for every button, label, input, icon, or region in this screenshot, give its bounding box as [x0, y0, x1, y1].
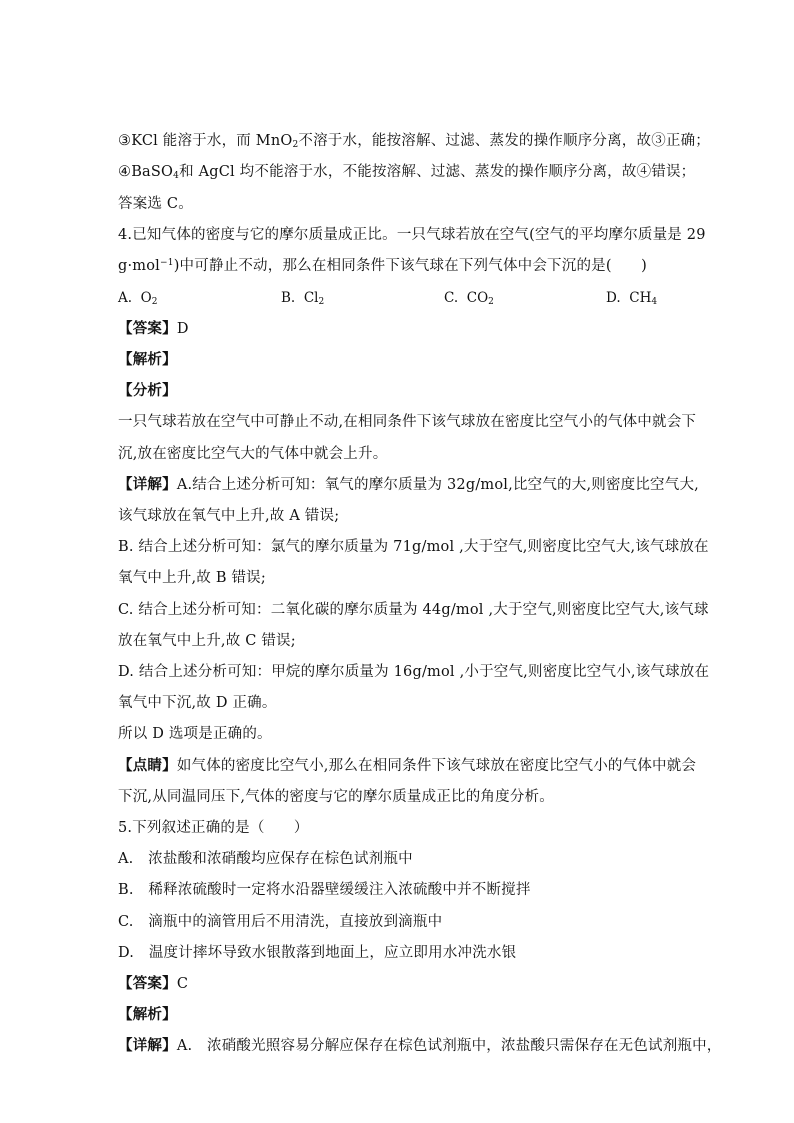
q4-dianjing-tag: 【点睛】	[118, 757, 177, 774]
q4-fenxi-tag: 【分析】	[118, 382, 177, 399]
q4-jiexi	[118, 350, 678, 370]
q4-conclusion: 所以 D 选项是正确的。	[118, 726, 272, 742]
q4-stem-superscript: −1	[160, 258, 174, 268]
q4-detail-b-line-2: 氧气中上升,故 B 错误;	[118, 570, 266, 586]
q4-dianjing-line-1	[118, 756, 697, 776]
q4-option-a-letter: A.	[118, 290, 133, 306]
q4-detail-tag: 【详解】	[118, 476, 177, 493]
q5-answer	[118, 974, 678, 994]
q4-detail-d-line-1: D. 结合上述分析可知：甲烷的摩尔质量为 16g/mol ,小于空气,则密度比空气小,该气球放在	[118, 664, 710, 680]
q5-detail-line-1	[118, 1036, 722, 1056]
q4-option-d-letter: D.	[606, 290, 621, 306]
q5-detail-text: A. 浓硝酸光照容易分解应保存在棕色试剂瓶中，浓盐酸只需保存在无色试剂瓶中，	[176, 1038, 722, 1054]
q4-detail-d-line-2: 氧气中下沉,故 D 正确。	[118, 695, 277, 711]
q4-option-d	[606, 288, 657, 308]
q4-option-d-formula: CH	[629, 290, 652, 306]
q4-detail-a-text: A.结合上述分析可知：氧气的摩尔质量为 32g/mol,比空气的大,则密度比空气大,	[176, 477, 699, 493]
q5-option-c: C. 滴瓶中的滴管用后不用清洗，直接放到滴瓶中	[118, 914, 443, 930]
q4-option-c-letter: C.	[444, 290, 459, 306]
q4-option-c-subscript: 2	[488, 297, 494, 307]
prev-line-1-subscript: 2	[292, 140, 299, 150]
q4-stem-line-2	[118, 256, 678, 276]
q4-option-a-formula: O	[140, 290, 152, 306]
q4-option-b-subscript: 2	[318, 297, 325, 307]
q4-option-b-letter: B.	[281, 290, 296, 306]
q4-fenxi	[118, 381, 678, 401]
q5-option-d: D. 温度计摔坏导致水银散落到地面上，应立即用水冲洗水银	[118, 945, 517, 961]
q4-detail-c-line-2: 放在氧气中上升,故 C 错误;	[118, 633, 296, 649]
prev-line-2	[118, 162, 696, 182]
q4-jiexi-tag: 【解析】	[118, 351, 177, 368]
q4-detail-b-line-1: B. 结合上述分析可知：氯气的摩尔质量为 71g/mol ,大于空气,则密度比空气大,该气球放在	[118, 539, 709, 555]
q5-jiexi-tag: 【解析】	[118, 1006, 177, 1023]
prev-line-1-part-b: 不溶于水，能按溶解、过滤、蒸发的操作顺序分离，故③正确；	[298, 133, 711, 149]
q4-detail-a-line-1	[118, 475, 699, 495]
q5-answer-tag: 【答案】	[118, 975, 177, 992]
q4-answer	[118, 319, 678, 339]
q4-dianjing-line-2: 下沉,从同温同压下,气体的密度与它的摩尔质量成正比的角度分析。	[118, 789, 554, 805]
prev-line-2-part-b: 和 AgCl 均不能溶于水，不能按溶解、过滤、蒸发的操作顺序分离，故④错误；	[179, 164, 696, 180]
q4-option-c	[444, 288, 494, 308]
q4-option-a-subscript: 2	[151, 297, 158, 307]
q4-stem-line-2-rest: )中可静止不动，那么在相同条件下该气球在下列气体中会下沉的是( )	[173, 258, 647, 274]
q4-option-b-formula: Cl	[303, 290, 319, 306]
q4-answer-tag: 【答案】	[118, 320, 177, 337]
q4-dianjing-text: 如气体的密度比空气小,那么在相同条件下该气球放在密度比空气小的气体中就会	[176, 758, 697, 774]
q4-answer-value: D	[176, 321, 189, 337]
prev-line-1	[118, 131, 711, 151]
prev-line-1-part-a: ③KCl 能溶于水，而 MnO	[118, 133, 293, 149]
q4-fenxi-line-2: 沉,放在密度比空气大的气体中就会上升。	[118, 446, 388, 462]
q4-detail-c-line-1: C. 结合上述分析可知：二氧化碳的摩尔质量为 44g/mol ,大于空气,则密度比空气大,该气球	[118, 602, 709, 618]
q4-option-d-subscript: 4	[651, 297, 658, 307]
q5-answer-value: C	[176, 976, 189, 992]
q4-fenxi-line-1: 一只气球若放在空气中可静止不动,在相同条件下该气球放在密度比空气小的气体中就会下	[118, 414, 697, 430]
q4-stem-line-1: 4.已知气体的密度与它的摩尔质量成正比。一只气球若放在空气(空气的平均摩尔质量是 29	[118, 227, 706, 243]
q4-option-b	[281, 288, 324, 308]
q5-detail-tag: 【详解】	[118, 1037, 177, 1054]
q5-stem: 5.下列叙述正确的是（ ）	[118, 820, 309, 836]
q4-detail-a-line-2: 该气球放在氧气中上升,故 A 错误;	[118, 508, 340, 524]
q4-option-c-formula: CO	[466, 290, 489, 306]
q5-option-a: A. 浓盐酸和浓硝酸均应保存在棕色试剂瓶中	[118, 851, 413, 867]
prev-line-3: 答案选 C。	[118, 196, 193, 212]
q4-option-a	[118, 288, 157, 308]
q4-stem-unit: g·mol	[118, 258, 161, 274]
q5-option-b: B. 稀释浓硫酸时一定将水沿器壁缓缓注入浓硫酸中并不断搅拌	[118, 882, 531, 898]
prev-line-2-part-a: ④BaSO	[118, 164, 174, 180]
prev-line-2-subscript: 4	[173, 171, 180, 181]
q5-jiexi	[118, 1005, 678, 1025]
